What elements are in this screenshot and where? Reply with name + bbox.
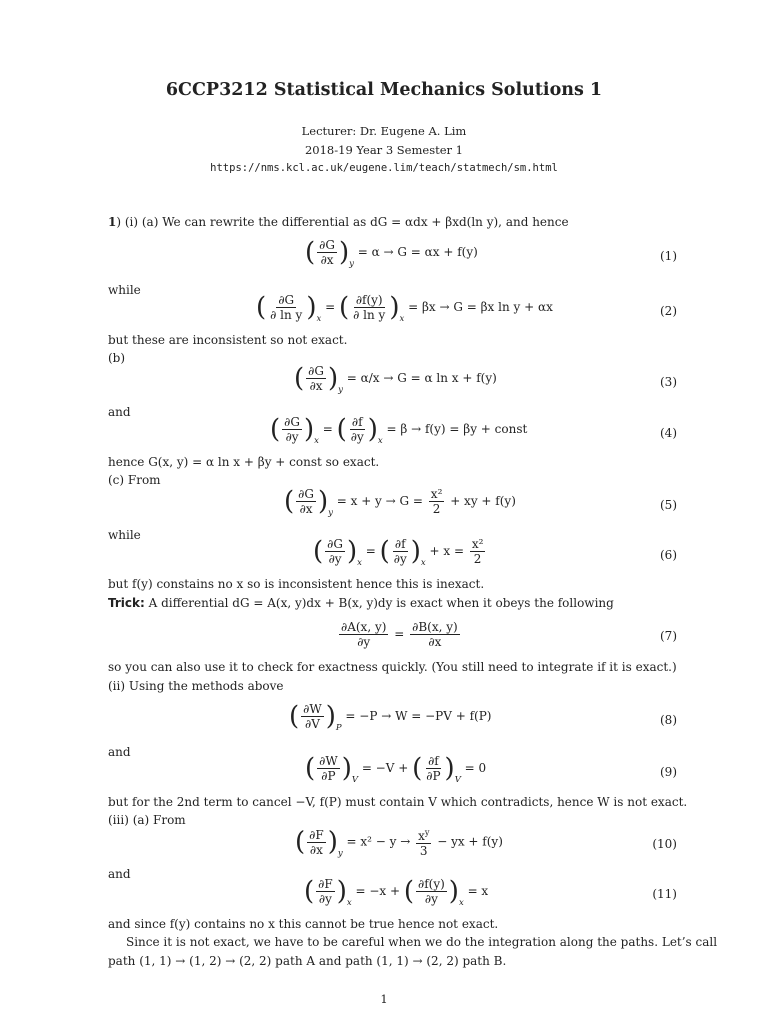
while-label-2: while — [108, 528, 141, 542]
equation-4: ( $\frac{\partial G}{\partial y}$ )$_x$ = ( $\frac{\partial f}{\partial y}$ )$_x = \beta \to f(y) = \beta y$ + const — [270, 414, 528, 446]
equation-10: ( $\frac{\partial F}{\partial x}$ )$_y = x^2 - y$ → $\frac{x^y}{3}$ − yx + f(y) — [295, 827, 503, 859]
equation-number-1: (1) — [660, 249, 677, 263]
part-iii-conclusion: and since f(y) contains no x this cannot be true hence not exact. — [108, 917, 499, 931]
equation-5: ( $\frac{\partial G}{\partial x}$ )$_y = x + y \to G$ = $\frac{\text{x²}}{2}$ + xy + f(y) — [284, 486, 516, 518]
part-ii-conclusion: but for the 2nd term to cancel −V, f(P) must contain V which contradicts, hence W is not exact. — [108, 795, 688, 809]
part-b-label: (b) — [108, 351, 126, 365]
equation-8: ( $\frac{\partial W}{\partial V}$ )$_P = -P \to W = -PV + f(P)$ — [289, 701, 492, 733]
part-c-label: (c) From — [108, 473, 161, 487]
and-label-3: and — [108, 867, 131, 881]
equation-11: ( $\frac{\partial F}{\partial y}$ )$_x = -x$ + ( $\frac{\partial f(y)}{\partial y}$ )$_x = x$ — [304, 876, 489, 908]
problem-1-intro — [108, 215, 569, 229]
page-number: 1 — [380, 992, 388, 1006]
trick-text: A differential dG = A(x, y)dx + B(x, y)dy is exact when it obeys the following — [144, 596, 614, 610]
lecturer-line: Lecturer: Dr. Eugene A. Lim — [301, 124, 467, 138]
term-line: 2018-19 Year 3 Semester 1 — [304, 143, 463, 157]
inconsistent-text: but these are inconsistent so not exact. — [108, 333, 348, 347]
equation-number-4: (4) — [660, 426, 677, 440]
equation-2: ( $\frac{\partial G}{\text{∂ ln y}}$ )$_x$ = ( $\frac{\partial f(y)}{\text{∂ ln y}}$ )$_x = \beta x \to G = \beta x$ ln y + αx — [256, 292, 553, 324]
hence-exact-text: hence G(x, y) = α ln x + βy + const so exact. — [108, 455, 380, 469]
inexact-text: but f(y) constains no x so is inconsistent hence this is inexact. — [108, 577, 485, 591]
equation-number-8: (8) — [660, 713, 677, 727]
problem-number: 1 — [108, 215, 117, 229]
trick-paragraph — [108, 596, 614, 610]
equation-number-10: (10) — [652, 837, 677, 851]
while-label-1: while — [108, 283, 141, 297]
equation-6: ( $\frac{\partial G}{\partial y}$ )$_x$ = ( $\frac{\partial f}{\partial y}$ )$_x + x$ = $\frac{\text{x²}}{2}$ — [313, 536, 484, 568]
equation-7: $\frac{\partial A(x, y)}{\partial y}$ = $\frac{\partial B(x, y)}{\partial x}$ — [341, 620, 458, 649]
equation-number-3: (3) — [660, 375, 677, 389]
equation-number-2: (2) — [660, 304, 677, 318]
final-paragraph-line-1: Since it is not exact, we have to be careful when we do the integration along the paths. Let’s call — [126, 935, 718, 949]
trick-label: Trick: — [108, 596, 145, 610]
equation-number-11: (11) — [652, 887, 677, 901]
part-iii-text: (iii) (a) From — [108, 813, 186, 827]
and-label-2: and — [108, 745, 131, 759]
course-url[interactable]: https://nms.kcl.ac.uk/eugene.lim/teach/statmech/sm.html — [210, 162, 558, 174]
final-paragraph-line-2: path (1, 1) → (1, 2) → (2, 2) path A and path (1, 1) → (2, 2) path B. — [108, 954, 507, 968]
equation-9: ( $\frac{\partial W}{\partial P}$ )$_V = -V$ + ( $\frac{\partial f}{\partial P}$ )$_V = 0$ — [305, 753, 487, 785]
and-label-1: and — [108, 405, 131, 419]
part-ii-text: (ii) Using the methods above — [108, 679, 284, 693]
trick-after-text: so you can also use it to check for exactness quickly. (You still need to integrate if it is exact.) — [108, 660, 677, 674]
problem-1-text: ) (i) (a) We can rewrite the differential as dG = αdx + βxd(ln y), and hence — [116, 215, 569, 229]
page-title: 6CCP3212 Statistical Mechanics Solutions 1 — [165, 80, 603, 100]
equation-1: ( $\frac{\partial G}{\partial x}$ )$_y = \alpha \to G = \alpha x + f(y)$ — [305, 237, 478, 269]
equation-3: ( $\frac{\partial G}{\partial x}$ )$_y = \alpha/x \to G = \alpha$ ln x + f(y) — [294, 363, 497, 395]
equation-number-6: (6) — [660, 548, 677, 562]
equation-number-5: (5) — [660, 498, 677, 512]
equation-number-9: (9) — [660, 765, 677, 779]
equation-number-7: (7) — [660, 629, 677, 643]
